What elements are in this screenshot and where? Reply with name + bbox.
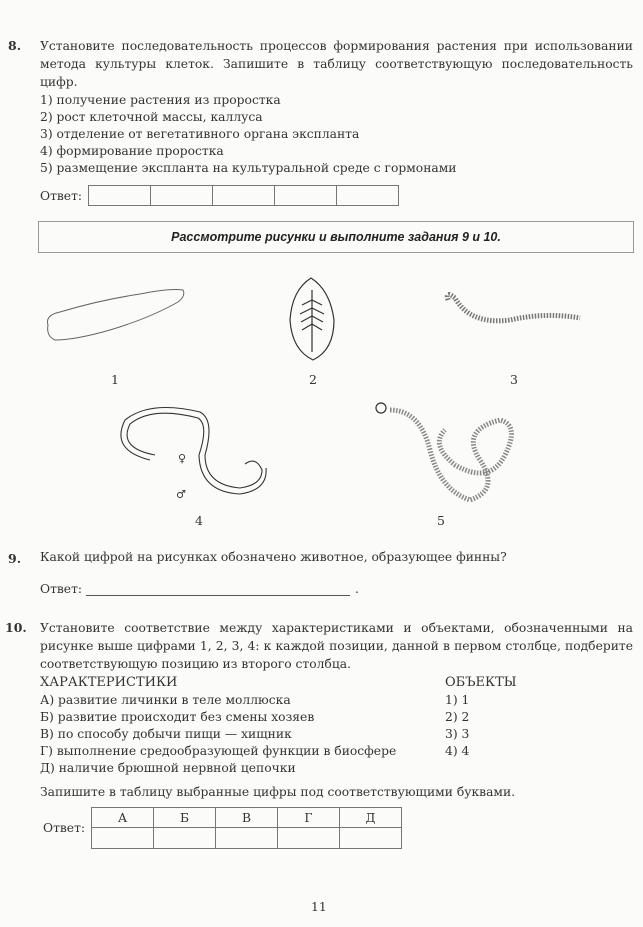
characteristic-item: Д) наличие брюшной нервной цепочки — [40, 761, 296, 775]
worm-illustrations — [0, 260, 643, 530]
q8-option: 5) размещение экспланта на культуральной среде с гормонами — [40, 161, 457, 175]
q8-option: 4) формирование проростка — [40, 144, 224, 158]
page-number: 11 — [311, 900, 327, 914]
answer-cell[interactable] — [89, 186, 151, 206]
q8-option: 3) отделение от вегетативного органа экспланта — [40, 127, 360, 141]
figure-label-2: 2 — [309, 372, 317, 387]
answer-cell[interactable] — [340, 828, 402, 849]
q10-answer-table[interactable] — [91, 807, 402, 849]
object-item: 3) 3 — [445, 727, 470, 741]
characteristic-item: Г) выполнение средообразующей функции в биосфере — [40, 744, 397, 758]
question-9-number: 9. — [8, 551, 22, 566]
q10-instruction: Запишите в таблицу выбранные цифры под соответствующими буквами. — [40, 785, 516, 799]
q8-option: 2) рост клеточной массы, каллуса — [40, 110, 263, 124]
figure-label-5: 5 — [437, 513, 445, 528]
characteristic-item: Б) развитие происходит без смены хозяев — [40, 710, 315, 724]
q8-answer-label: Ответ: — [40, 189, 83, 203]
table-header-b: Б — [154, 808, 216, 828]
figure-label-4: 4 — [195, 513, 203, 528]
table-header-a: А — [92, 808, 154, 828]
characteristic-item: В) по способу добычи пищи — хищник — [40, 727, 292, 741]
q9-answer-end: . — [355, 582, 359, 596]
figure-label-1: 1 — [111, 372, 119, 387]
question-9-text: Какой цифрой на рисунках обозначено животное, образующее финны? — [40, 550, 507, 564]
table-header-g: Г — [278, 808, 340, 828]
q10-answer-label: Ответ: — [43, 821, 86, 835]
q9-answer-line[interactable] — [86, 595, 350, 596]
objects-header: ОБЪЕКТЫ — [445, 675, 517, 690]
answer-cell[interactable] — [151, 186, 213, 206]
answer-cell[interactable] — [275, 186, 337, 206]
characteristic-item: А) развитие личинки в теле моллюска — [40, 693, 291, 707]
q9-answer-label: Ответ: — [40, 582, 83, 596]
earthworm-figure-3 — [447, 294, 580, 320]
q8-option: 1) получение растения из проростка — [40, 93, 281, 107]
characteristics-header: ХАРАКТЕРИСТИКИ — [40, 675, 178, 690]
instruction-banner: Рассмотрите рисунки и выполните задания 9 и 10. — [38, 221, 634, 253]
question-10-number: 10. — [5, 620, 27, 635]
table-header-d: Д — [340, 808, 402, 828]
answer-cell[interactable] — [213, 186, 275, 206]
svg-text:♂: ♂ — [176, 488, 186, 501]
fluke-figure-2 — [290, 278, 334, 360]
object-item: 4) 4 — [445, 744, 470, 758]
answer-cell[interactable] — [337, 186, 399, 206]
q8-answer-table[interactable] — [88, 185, 399, 206]
answer-cell[interactable] — [92, 828, 154, 849]
flatworm-figure-1 — [48, 290, 184, 341]
figure-label-3: 3 — [510, 372, 518, 387]
svg-text:♀: ♀ — [178, 452, 187, 465]
answer-cell[interactable] — [216, 828, 278, 849]
answer-cell[interactable] — [278, 828, 340, 849]
table-header-v: В — [216, 808, 278, 828]
question-10-text: Установите соответствие между характеристиками и объектами, обозначенными на рисунке выше цифрами 1, 2, 3, 4: к каждой позиции, данной в первом столбце, подберите соответствующую позицию из второго столбца. — [40, 621, 633, 671]
tapeworm-figure-5 — [376, 403, 511, 500]
question-8-text: Установите последовательность процессов формирования растения при использовании метода культуры клеток. Запишите в таблицу соответствующую последовательность цифр. — [40, 39, 633, 89]
object-item: 1) 1 — [445, 693, 470, 707]
roundworm-figure-4 — [121, 408, 266, 502]
answer-cell[interactable] — [154, 828, 216, 849]
question-8-number: 8. — [8, 38, 22, 53]
object-item: 2) 2 — [445, 710, 470, 724]
